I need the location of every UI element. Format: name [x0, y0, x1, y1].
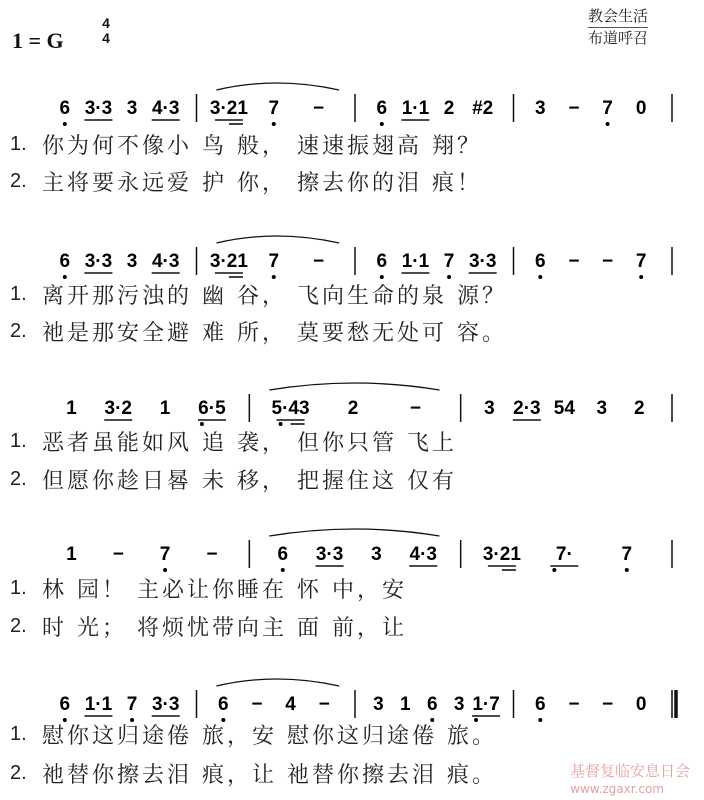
note-glyph: 3: [126, 98, 138, 119]
note-glyph: 0: [635, 694, 647, 715]
lyric-line-verse-2: 祂是那安全避 难 所， 莫要愁无处可 容。: [42, 321, 507, 346]
note-glyph: 3: [126, 251, 138, 272]
note-glyph: 3: [596, 398, 608, 419]
note-glyph: 3: [373, 694, 384, 715]
note-glyph: 3·3: [84, 98, 113, 119]
note-glyph: −: [313, 98, 325, 119]
note-glyph: 7: [159, 544, 171, 565]
slur-arc: [269, 529, 439, 536]
note-glyph: 6: [376, 98, 388, 119]
verse-number-2: 2.: [10, 468, 27, 490]
note-glyph: 3: [371, 544, 382, 565]
verse-number-2: 2.: [10, 170, 27, 192]
verse-number-2: 2.: [10, 320, 27, 342]
note-glyph: −: [568, 694, 580, 715]
note-glyph: 1: [159, 398, 171, 419]
note-glyph: 1·7: [472, 694, 500, 715]
lyric-line-verse-1: 慰你这归途倦 旅，安 慰你这归途倦 旅。: [42, 724, 497, 749]
slur-arc: [269, 383, 439, 390]
lower-octave-dot: [281, 568, 285, 572]
note-glyph: 3·3: [315, 544, 344, 565]
category-tag-2: 布道呼召: [588, 29, 649, 47]
note-glyph: 3·21: [209, 251, 248, 272]
verse-number-1: 1.: [10, 283, 27, 305]
time-signature-top: 4: [102, 15, 110, 31]
note-glyph: 4: [285, 694, 296, 715]
key-signature: 1 = G: [12, 28, 64, 53]
note-glyph: −: [602, 694, 614, 715]
lyric-line-verse-1: 恶者虽能如风 追 袭， 但你只管 飞上: [42, 431, 457, 456]
note-glyph: 3·3: [468, 251, 497, 272]
note-glyph: 6: [376, 251, 388, 272]
note-glyph: 6·5: [198, 398, 226, 419]
lower-octave-dot: [552, 568, 556, 572]
lyric-line-verse-1: 你为何不像小 鸟 般， 速速振翅高 翔？: [42, 134, 482, 159]
category-tag-1: 教会生活: [588, 6, 648, 28]
note-glyph: −: [568, 98, 580, 119]
note-glyph: −: [318, 694, 330, 715]
note-glyph: 7: [443, 251, 455, 272]
note-glyph: −: [568, 251, 580, 272]
lower-octave-dot: [380, 122, 384, 126]
verse-number-2: 2.: [10, 762, 27, 784]
note-glyph: 1·1: [84, 694, 113, 715]
note-glyph: 3: [453, 694, 465, 715]
note-glyph: 6: [535, 251, 546, 272]
note-glyph: 6: [59, 694, 71, 715]
note-glyph: 7: [635, 251, 647, 272]
note-glyph: −: [602, 251, 614, 272]
note-glyph: 6: [59, 251, 71, 272]
verse-number-1: 1.: [10, 430, 27, 452]
note-glyph: 3·21: [482, 544, 521, 565]
note-glyph: −: [206, 544, 218, 565]
note-glyph: 2: [347, 398, 359, 419]
note-glyph: 4·3: [151, 98, 180, 119]
verse-number-2: 2.: [10, 615, 27, 637]
note-glyph: 6: [277, 544, 289, 565]
note-glyph: 7: [268, 251, 280, 272]
note-glyph: −: [409, 398, 421, 419]
note-glyph: 2·3: [513, 398, 541, 419]
slur-arc: [217, 236, 340, 243]
note-glyph: 3·21: [209, 98, 248, 119]
note-glyph: 7: [621, 544, 633, 565]
note-glyph: 0: [635, 98, 647, 119]
lyric-line-verse-1: 林 园！ 主必让你睡在 怀 中，安: [42, 578, 407, 603]
note-glyph: 1: [66, 544, 77, 565]
note-glyph: 7: [602, 98, 613, 119]
note-glyph: 3·3: [84, 251, 113, 272]
note-glyph: 6: [59, 98, 71, 119]
note-glyph: 3·3: [151, 694, 180, 715]
note-glyph: −: [251, 694, 263, 715]
watermark-url: www.zgaxr.com: [570, 782, 664, 796]
note-glyph: 4·3: [409, 544, 437, 565]
note-glyph: 3: [535, 98, 546, 119]
note-glyph: 7: [268, 98, 280, 119]
note-glyph: 6: [535, 694, 546, 715]
lower-octave-dot: [163, 568, 167, 572]
watermark-site-name: 基督复临安息日会: [569, 762, 690, 780]
note-glyph: 1·1: [401, 98, 430, 119]
verse-number-1: 1.: [10, 133, 27, 155]
lyric-line-verse-2: 时 光； 将烦忧带向主 面 前，让: [42, 616, 407, 641]
note-glyph: 2: [633, 398, 645, 419]
note-glyph: 5·43: [271, 398, 310, 419]
note-glyph: 6: [426, 694, 438, 715]
note-glyph: −: [313, 251, 325, 272]
note-glyph: 2: [443, 98, 455, 119]
slur-arc: [217, 83, 340, 90]
note-glyph: −: [112, 544, 124, 565]
lyric-line-verse-2: 但愿你趁日晷 未 移， 把握住这 仅有: [42, 469, 457, 494]
lyric-line-verse-2: 祂替你擦去泪 痕，让 祂替你擦去泪 痕。: [42, 763, 497, 788]
note-glyph: 1·1: [401, 251, 430, 272]
note-glyph: 6: [218, 694, 229, 715]
time-signature-bottom: 4: [102, 30, 110, 46]
note-glyph: 54: [553, 398, 575, 419]
note-glyph: 1: [66, 398, 77, 419]
verse-number-1: 1.: [10, 723, 27, 745]
verse-number-1: 1.: [10, 577, 27, 599]
lower-octave-dot: [272, 122, 276, 126]
lower-octave-dot: [625, 568, 629, 572]
note-glyph: #2: [472, 98, 494, 119]
note-glyph: 3: [484, 398, 495, 419]
note-glyph: 7: [126, 694, 138, 715]
lyric-line-verse-1: 离开那污浊的 幽 谷， 飞向生命的泉 源？: [42, 284, 507, 309]
lower-octave-dot: [606, 122, 610, 126]
slur-arc: [217, 679, 340, 686]
note-glyph: 1: [400, 694, 411, 715]
lower-octave-dot: [63, 122, 67, 126]
note-glyph: 4·3: [151, 251, 180, 272]
note-glyph: 7·: [555, 544, 573, 565]
lyric-line-verse-2: 主将要永远爱 护 你， 擦去你的泪 痕！: [42, 171, 482, 196]
note-glyph: 3·2: [104, 398, 132, 419]
